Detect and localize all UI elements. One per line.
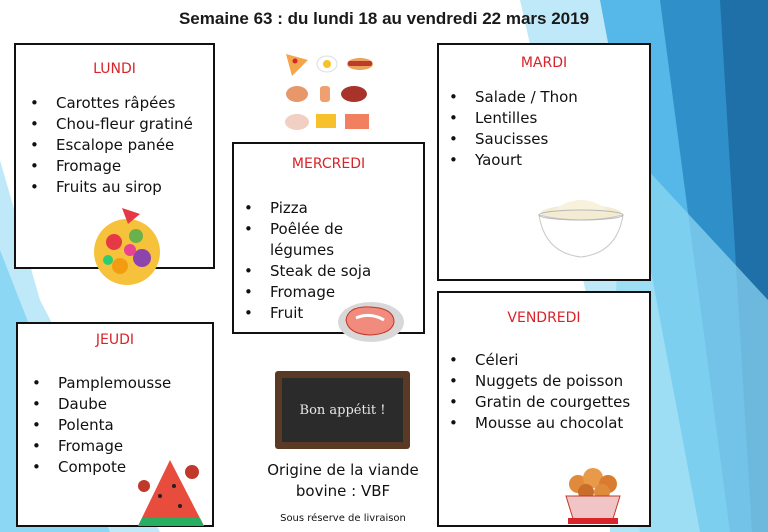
menu-item: • Mousse au chocolat: [449, 413, 649, 434]
food-icons-illustration: [282, 50, 376, 134]
meat-origin-text: Origine de la viande bovine : VBF: [267, 461, 419, 500]
menu-item: • Fruits au sirop: [30, 177, 215, 198]
menu-item: • Salade / Thon: [449, 87, 649, 108]
menu-item: • Carottes râpées: [30, 93, 215, 114]
menu-item: • Fromage: [32, 436, 212, 457]
menu-item: • Yaourt: [449, 150, 649, 171]
menu-list-vendredi: [449, 350, 649, 434]
menu-item: • Céleri: [449, 350, 649, 371]
chocolate-mousse-illustration: [560, 462, 626, 528]
page-title: Semaine 63 : du lundi 18 au vendredi 22 mars 2019: [178, 9, 590, 28]
menu-item: • Pizza: [244, 198, 394, 219]
menu-item: • Daube: [32, 394, 212, 415]
menu-item: • Polenta: [32, 415, 212, 436]
menu-item: • Saucisses: [449, 129, 649, 150]
menu-item: • Lentilles: [449, 108, 649, 129]
day-title-mardi: MARDI: [520, 55, 568, 71]
menu-item: • Gratin de courgettes: [449, 392, 649, 413]
menu-item: • Nuggets de poisson: [449, 371, 649, 392]
steak-illustration: [336, 298, 406, 346]
menu-item: • Escalope panée: [30, 135, 215, 156]
menu-item: • Compote: [32, 457, 212, 478]
chalkboard: [275, 371, 410, 449]
fruits-illustration: [92, 206, 162, 292]
menu-item: • Poêlée de légumes: [244, 219, 394, 261]
menu-item: • Pamplemousse: [32, 373, 212, 394]
menu-item: • Chou-fleur gratiné: [30, 114, 215, 135]
day-title-vendredi: VENDREDI: [507, 310, 581, 326]
day-title-mercredi: MERCREDI: [291, 156, 366, 172]
chalkboard-text: Bon appétit !: [282, 378, 403, 442]
menu-list-mardi: [449, 87, 649, 171]
menu-list-lundi: [30, 93, 215, 198]
day-title-lundi: LUNDI: [93, 61, 136, 77]
menu-item: • Fromage: [30, 156, 215, 177]
day-title-jeudi: JEUDI: [95, 332, 135, 348]
menu-item: • Fruit: [244, 303, 394, 324]
yogurt-bowl-illustration: [533, 195, 629, 261]
menu-item: • Fromage: [244, 282, 394, 303]
delivery-notice: Sous réserve de livraison: [280, 513, 406, 524]
menu-item: • Steak de soja: [244, 261, 394, 282]
watermelon-berries-illustration: [130, 456, 212, 528]
